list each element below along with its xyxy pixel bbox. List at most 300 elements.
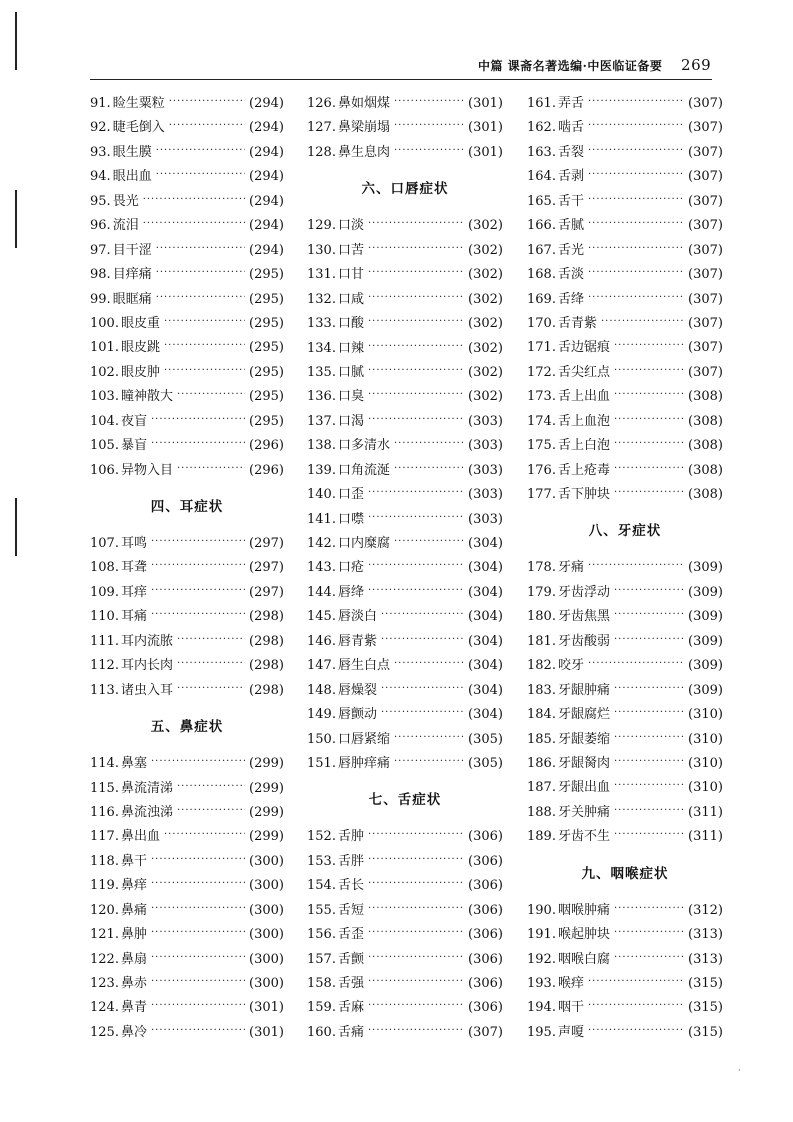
dot-leader (368, 237, 464, 261)
entry-title: 鼻塞 (120, 756, 147, 772)
entry-page: (295) (249, 389, 284, 405)
entry-page: (303) (468, 438, 503, 454)
toc-entry (307, 410, 503, 434)
toc-entry (527, 1021, 723, 1045)
entry-number: 97. (90, 242, 111, 258)
dot-leader (381, 677, 464, 701)
toc-entry (307, 434, 503, 458)
entry-number: 99. (90, 291, 111, 307)
toc-entry (307, 141, 503, 165)
dot-leader (143, 212, 245, 236)
entry-page: (306) (468, 902, 503, 918)
entry-page: (303) (468, 413, 503, 429)
toc-entry (90, 190, 284, 214)
entry-title: 舌淡 (557, 267, 584, 283)
entry-number: 181. (527, 633, 556, 649)
entry-page: (304) (468, 536, 503, 551)
entry-title: 眼皮跳 (120, 340, 160, 356)
entry-number: 172. (527, 364, 556, 380)
entry-number: 110. (90, 609, 119, 625)
dot-leader (143, 188, 245, 212)
toc-entry (307, 728, 503, 752)
entry-page: (302) (468, 291, 503, 307)
entry-title: 目痒痛 (112, 267, 152, 283)
dot-leader (614, 359, 684, 383)
dot-leader (614, 921, 684, 945)
entry-title: 舌痛 (337, 1024, 364, 1040)
toc-entry (307, 361, 503, 385)
dot-leader (368, 1019, 464, 1043)
entry-page: (307) (688, 218, 723, 234)
dot-leader (614, 897, 684, 921)
entry-page: (308) (688, 438, 723, 454)
toc-entry (307, 532, 503, 556)
entry-page: (298) (249, 658, 284, 674)
entry-title: 睫毛倒入 (112, 120, 165, 136)
toc-entry (527, 483, 723, 507)
dot-leader (381, 603, 464, 627)
entry-number: 182. (527, 658, 556, 674)
entry-number: 193. (527, 976, 556, 991)
entry-number: 122. (90, 951, 119, 967)
dot-leader (151, 408, 245, 432)
dot-leader (614, 408, 684, 432)
entry-page: (296) (249, 462, 284, 478)
entry-title: 舌麻 (337, 1000, 364, 1016)
entry-title: 牙齿不生 (557, 829, 610, 845)
entry-number: 155. (307, 902, 336, 918)
entry-title: 暴盲 (120, 438, 147, 454)
entry-title: 眼皮重 (120, 315, 160, 331)
dot-leader (151, 554, 245, 578)
toc-entry (307, 825, 503, 849)
toc-entry (307, 116, 503, 140)
entry-page: (306) (468, 853, 503, 869)
entry-number: 157. (307, 951, 336, 967)
toc-entry (307, 923, 503, 947)
entry-title: 舌上血泡 (557, 413, 610, 429)
entry-number: 131. (307, 267, 336, 283)
dot-leader (394, 457, 464, 481)
entry-number: 142. (307, 536, 336, 551)
entry-page: (311) (688, 804, 723, 820)
entry-title: 唇绛 (337, 584, 364, 600)
entry-title: 口咸 (337, 291, 364, 307)
entry-page: (298) (249, 633, 284, 649)
dot-leader (588, 994, 684, 1018)
entry-number: 140. (307, 487, 336, 503)
dot-leader (614, 334, 684, 358)
entry-number: 132. (307, 291, 336, 307)
entry-number: 146. (307, 633, 336, 649)
entry-page: (304) (468, 682, 503, 698)
entry-page: (302) (468, 267, 503, 283)
entry-page: (306) (468, 951, 503, 967)
entry-page: (307) (688, 96, 723, 111)
section-heading: 八、牙症状 (588, 523, 662, 540)
toc-entry (527, 288, 723, 312)
dot-leader (588, 237, 684, 261)
entry-page: (299) (249, 829, 284, 845)
entry-page: (295) (249, 340, 284, 356)
entry-title: 口唇紧缩 (337, 731, 390, 747)
entry-number: 96. (90, 218, 111, 234)
entry-page: (307) (688, 242, 723, 258)
entry-page: (310) (688, 780, 723, 796)
page-number: 269 (681, 56, 712, 74)
entry-page: (304) (468, 584, 503, 600)
dot-leader (151, 970, 245, 994)
entry-title: 异物入目 (120, 462, 173, 478)
entry-title: 口多清水 (337, 438, 390, 454)
entry-number: 170. (527, 315, 556, 331)
toc-entry (527, 654, 723, 678)
entry-number: 190. (527, 902, 556, 918)
toc-entry (527, 948, 723, 972)
dot-leader (156, 286, 245, 310)
entry-number: 113. (90, 682, 119, 698)
toc-entry (307, 899, 503, 923)
entry-number: 123. (90, 976, 119, 991)
dot-leader (151, 432, 245, 456)
dot-leader (588, 286, 684, 310)
entry-title: 目干涩 (112, 242, 152, 258)
entry-title: 舌强 (337, 976, 364, 991)
entry-page: (302) (468, 364, 503, 380)
entry-page: (294) (249, 242, 284, 258)
entry-page: (307) (688, 120, 723, 136)
entry-page: (310) (688, 707, 723, 723)
dot-leader (588, 139, 684, 163)
entry-page: (307) (468, 1024, 503, 1040)
entry-page: (307) (688, 144, 723, 160)
entry-title: 唇颤动 (337, 707, 377, 723)
entry-number: 104. (90, 413, 119, 429)
toc-entry (527, 776, 723, 800)
scan-edge-mark (15, 12, 17, 70)
dot-leader (394, 432, 464, 456)
entry-number: 114. (90, 756, 119, 772)
entry-page: (294) (249, 96, 284, 111)
toc-entry (307, 288, 503, 312)
entry-number: 106. (90, 462, 119, 478)
entry-number: 176. (527, 462, 556, 478)
dot-leader (614, 579, 684, 603)
running-header (478, 56, 711, 74)
entry-page: (309) (688, 633, 723, 649)
entry-title: 舌边锯痕 (557, 340, 610, 356)
toc-entry (527, 239, 723, 263)
dot-leader (151, 750, 245, 774)
entry-page: (301) (249, 1024, 284, 1040)
toc-entry (527, 801, 723, 825)
entry-number: 135. (307, 364, 336, 380)
dot-leader (368, 359, 464, 383)
toc-entry (527, 312, 723, 336)
entry-number: 189. (527, 829, 556, 845)
toc-entry (90, 777, 284, 801)
dot-leader (368, 823, 464, 847)
entry-title: 鼻扇 (120, 951, 147, 967)
toc-entry (307, 752, 503, 776)
toc-entry (307, 679, 503, 703)
entry-title: 唇生白点 (337, 658, 390, 674)
entry-number: 163. (527, 144, 556, 160)
dot-leader (177, 457, 245, 481)
dot-leader (394, 90, 464, 114)
entry-number: 154. (307, 878, 336, 894)
dot-leader (151, 946, 245, 970)
section-heading: 五、鼻症状 (150, 719, 224, 736)
entry-title: 诸虫入耳 (120, 682, 173, 698)
toc-entry (307, 483, 503, 507)
toc-entry (90, 996, 284, 1020)
toc-entry (527, 190, 723, 214)
entry-page: (307) (688, 291, 723, 307)
entry-title: 瞳神散大 (120, 389, 173, 405)
entry-number: 187. (527, 780, 556, 796)
entry-page: (302) (468, 389, 503, 405)
toc-entry (307, 948, 503, 972)
entry-title: 鼻出血 (120, 829, 160, 845)
entry-title: 鼻生息肉 (337, 144, 390, 160)
entry-number: 107. (90, 536, 119, 551)
entry-number: 115. (90, 780, 119, 796)
entry-number: 175. (527, 438, 556, 454)
entry-page: (308) (688, 487, 723, 502)
toc-entry (307, 996, 503, 1020)
entry-number: 195. (527, 1024, 556, 1040)
toc-entry (307, 850, 503, 874)
toc-entry (527, 141, 723, 165)
toc-entry (90, 899, 284, 923)
toc-entry (527, 679, 723, 703)
entry-page: (313) (688, 927, 723, 943)
entry-number: 186. (527, 755, 556, 771)
entry-page: (300) (249, 902, 284, 918)
entry-page: (294) (249, 144, 284, 160)
entry-page: (306) (468, 976, 503, 991)
entry-page: (296) (249, 438, 284, 454)
toc-entry (90, 239, 284, 263)
entry-title: 口疮 (337, 560, 364, 576)
toc-entry (90, 263, 284, 287)
entry-title: 牙齿酸弱 (557, 633, 610, 649)
dot-leader (614, 628, 684, 652)
entry-page: (311) (688, 829, 723, 845)
dot-leader (156, 139, 245, 163)
entry-number: 105. (90, 438, 119, 454)
dot-leader (151, 1019, 245, 1043)
toc-entry (90, 654, 284, 678)
scan-speck: · (738, 1066, 741, 1076)
entry-page: (295) (249, 315, 284, 331)
dot-leader (601, 310, 684, 334)
entry-number: 188. (527, 804, 556, 820)
dot-leader (394, 139, 464, 163)
entry-page: (307) (688, 267, 723, 283)
entry-title: 口酸 (337, 316, 364, 332)
entry-title: 鼻痛 (120, 902, 147, 918)
dot-leader (614, 457, 684, 481)
dot-leader (368, 921, 464, 945)
entry-page: (301) (468, 144, 503, 160)
entry-number: 194. (527, 1000, 556, 1016)
entry-number: 93. (90, 144, 111, 160)
entry-number: 127. (307, 120, 336, 136)
dot-leader (169, 114, 245, 138)
toc-entry (307, 508, 503, 532)
toc-entry (307, 972, 503, 996)
entry-number: 138. (307, 438, 336, 454)
dot-leader (368, 897, 464, 921)
entry-title: 舌胖 (337, 853, 364, 869)
entry-title: 耳痛 (120, 609, 147, 625)
entry-title: 口辣 (337, 340, 364, 356)
toc-entry (527, 92, 723, 116)
entry-title: 口渴 (337, 413, 364, 429)
entry-number: 121. (90, 927, 119, 943)
entry-number: 158. (307, 976, 336, 991)
entry-number: 95. (90, 193, 111, 209)
toc-entry (90, 361, 284, 385)
dot-leader (368, 848, 464, 872)
entry-title: 咽喉白腐 (557, 951, 610, 967)
toc-entry (307, 703, 503, 727)
entry-title: 舌剥 (557, 169, 584, 185)
entry-page: (295) (249, 413, 284, 429)
entry-number: 98. (90, 267, 111, 283)
entry-title: 耳内长肉 (120, 658, 173, 674)
entry-number: 148. (307, 682, 336, 698)
entry-number: 126. (307, 96, 336, 111)
dot-leader (368, 261, 464, 285)
toc-entry (90, 923, 284, 947)
dot-leader (151, 848, 245, 872)
entry-number: 166. (527, 218, 556, 234)
dot-leader (614, 823, 684, 847)
entry-title: 鼻梁崩塌 (337, 120, 390, 136)
toc-entry (527, 996, 723, 1020)
entry-title: 口角流涎 (337, 462, 390, 478)
toc-entry (307, 214, 503, 238)
entry-number: 144. (307, 584, 336, 600)
entry-number: 112. (90, 658, 119, 674)
toc-entry (527, 434, 723, 458)
entry-number: 171. (527, 340, 556, 356)
entry-page: (302) (468, 218, 503, 234)
entry-page: (304) (468, 560, 503, 576)
toc-entry (90, 459, 284, 483)
dot-leader (156, 163, 245, 187)
entry-title: 弄舌 (557, 96, 584, 111)
entry-title: 舌腻 (557, 218, 584, 234)
dot-leader (368, 286, 464, 310)
entry-number: 149. (307, 707, 336, 723)
entry-page: (307) (688, 193, 723, 209)
entry-page: (310) (688, 755, 723, 771)
entry-number: 167. (527, 242, 556, 258)
toc-entry (90, 874, 284, 898)
entry-page: (309) (688, 584, 723, 600)
entry-page: (298) (249, 682, 284, 698)
entry-page: (294) (249, 218, 284, 234)
toc-entry (527, 361, 723, 385)
toc-entry (527, 972, 723, 996)
toc-entry (527, 116, 723, 140)
entry-page: (299) (249, 780, 284, 796)
dot-leader (151, 579, 245, 603)
toc-entry (90, 336, 284, 360)
dot-leader (169, 90, 245, 114)
entry-page: (308) (688, 413, 723, 429)
entry-title: 口噤 (337, 511, 364, 527)
entry-page: (301) (249, 1000, 284, 1016)
dot-leader (588, 970, 684, 994)
dot-leader (588, 90, 684, 114)
entry-number: 125. (90, 1024, 119, 1040)
toc-entry (527, 923, 723, 947)
entry-number: 169. (527, 291, 556, 307)
dot-leader (151, 921, 245, 945)
entry-page: (307) (688, 169, 723, 185)
dot-leader (368, 212, 464, 236)
entry-title: 咬牙 (557, 658, 584, 674)
entry-page: (309) (688, 609, 723, 625)
header-title: 中篇 课斋名著选编·中医临证备要 (478, 59, 663, 73)
dot-leader (588, 554, 684, 578)
toc-entry (90, 556, 284, 580)
dot-leader (164, 334, 245, 358)
toc-entry (90, 972, 284, 996)
dot-leader (588, 114, 684, 138)
entry-page: (298) (249, 609, 284, 625)
entry-page: (295) (249, 291, 284, 307)
toc-entry (307, 312, 503, 336)
entry-number: 174. (527, 413, 556, 429)
dot-leader (151, 530, 245, 554)
toc-column-1 (90, 92, 284, 1045)
entry-page: (300) (249, 927, 284, 943)
entry-title: 舌干 (557, 193, 584, 209)
dot-leader (588, 652, 684, 676)
entry-number: 160. (307, 1024, 336, 1040)
entry-number: 128. (307, 144, 336, 160)
entry-title: 舌颤 (337, 951, 364, 967)
dot-leader (394, 750, 464, 774)
dot-leader (151, 603, 245, 627)
toc-entry (527, 752, 723, 776)
dot-leader (614, 432, 684, 456)
entry-title: 口淡 (337, 218, 364, 234)
entry-page: (305) (468, 731, 503, 747)
dot-leader (177, 677, 245, 701)
entry-page: (294) (249, 169, 284, 185)
dot-leader (614, 677, 684, 701)
entry-title: 舌裂 (557, 144, 584, 160)
entry-title: 舌长 (337, 878, 364, 894)
dot-leader (151, 897, 245, 921)
toc-entry (90, 605, 284, 629)
entry-title: 牙关肿痛 (557, 804, 610, 820)
toc-entry (527, 214, 723, 238)
entry-title: 牙龈出血 (557, 780, 610, 796)
entry-number: 139. (307, 462, 336, 478)
entry-page: (306) (468, 829, 503, 845)
dot-leader (368, 554, 464, 578)
entry-page: (295) (249, 364, 284, 380)
entry-number: 92. (90, 120, 111, 136)
